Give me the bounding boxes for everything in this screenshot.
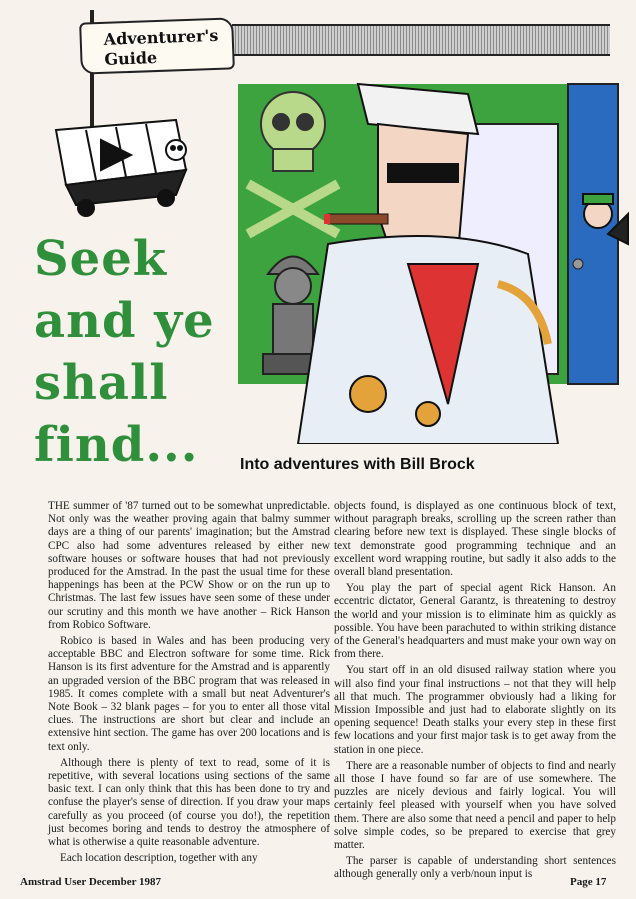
body-column-right (334, 500, 616, 885)
header-hatched-bar (232, 24, 610, 56)
body-paragraph: THE summer of '87 turned out to be somewhat unpredictable. Not only was the weather proving again that balmy summer days are a thing of our parents' imagination; but the Amstrad CPC also had some adventures released by either new software houses or software houses that had not previously produced for the Amstrad. In the past the usual time for these happenings has been at the PCW Show or on the run up to Christmas. The last few issues have seen some of these under our scrutiny and this month we have another – Rick Hanson from Robico Software. (48, 500, 330, 631)
cigar-icon (324, 214, 388, 224)
headline-line-2: and ye (34, 293, 215, 349)
body-paragraph: You play the part of special agent Rick Hanson. An eccentric dictator, General Garantz, is threatening to destroy the world and your mission is to eliminate him as quickly as possible. You have been parachuted to within striking distance of the General's headquarters and must make your own way on from there. (334, 582, 616, 661)
body-paragraph: There are a reasonable number of objects to find and nearly all those I have found so far are of use somewhere. The puzzles are nicely devious and fairly logical. You will certainly feel pleased with yourself when you have solved them. There are also some that need a pencil and paper to help solve simple codes, so be prepared to exercise that grey matter. (334, 759, 616, 852)
headline-line-4: find... (34, 417, 199, 473)
body-paragraph: Robico is based in Wales and has been producing very acceptable BBC and Electron software for some time. Rick Hanson is its first adventure for the Amstrad and is apparently an upgraded version of the BBC program that was released in 1985. It comes complete with a small but neat Adventurer's Note Book – 32 blank pages – for you to enter all those vital clues. The instructions are short but clear and include an extensive hint section. The game has over 200 locations and is text only. (48, 635, 330, 753)
body-column-left (48, 500, 330, 868)
adventurers-guide-sign (79, 17, 235, 74)
body-paragraph: Each location description, together with any (60, 852, 258, 865)
headline (34, 228, 234, 476)
cart-icon (56, 120, 186, 216)
mine-cart-illustration (26, 100, 206, 220)
headline-line-1: Seek (34, 231, 167, 287)
footer-publication: Amstrad User December 1987 (20, 876, 162, 888)
dictator-illustration (228, 64, 630, 444)
body-paragraph: objects found, is displayed as one continuous block of text, without paragraph breaks, scrolling up the screen rather than clearing before new text is displayed. These single blocks of text demonstrate good programming technique and an excellent word wrapping routine, but sadly it also adds to the overall bland presentation. (334, 500, 616, 579)
footer-page-number: Page 17 (570, 876, 607, 888)
sign-line-2: Guide (104, 48, 158, 69)
article-subtitle: Into adventures with Bill Brock (240, 456, 475, 473)
body-paragraph: The parser is capable of understanding short sentences although generally only a verb/noun input is (334, 855, 616, 881)
headline-line-3: shall (34, 355, 169, 411)
body-paragraph: Although there is plenty of text to read, some of it is repetitive, with several locations using sections of the same basic text. I can only think that this has been done to try and confuse the player's sense of direction. If you draw your maps carefully as you proceed (of course you do!), the repetition just becomes boring and tends to destroy the atmosphere of what is otherwise a quite reasonable adventure. (48, 756, 330, 849)
body-paragraph: You start off in an old disused railway station where you will also find your final instructions – not that they will help all that much. The programmer obviously had a liking for Mission Impossible and just had to elaborate slightly on its opening sequence! Death stalks your every step in these first few locations and your first major task is to get away from the station in one piece. (334, 664, 616, 756)
sign-line-1: Adventurer's (103, 25, 219, 49)
